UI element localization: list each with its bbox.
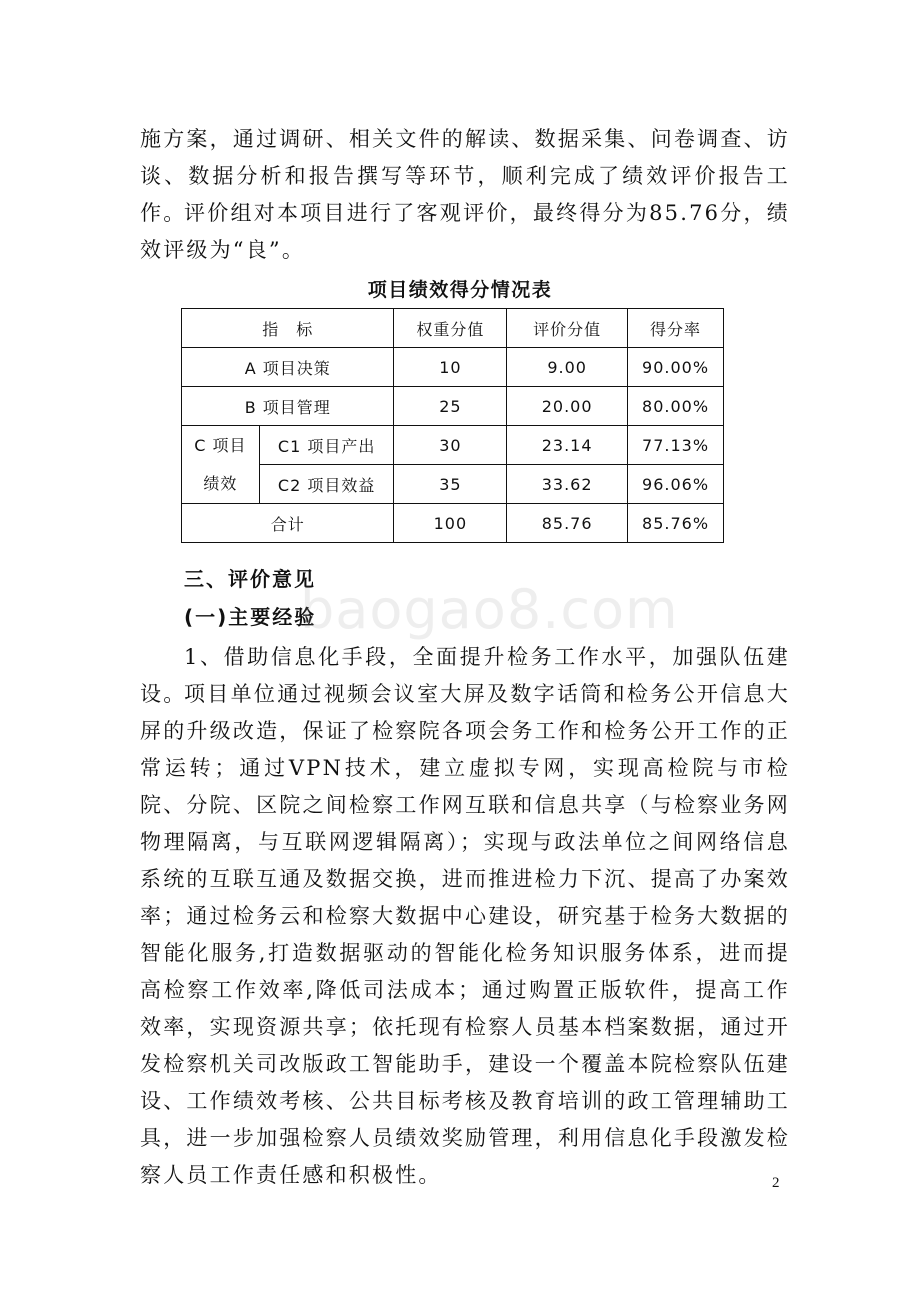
group-label-line: 绩效 xyxy=(203,473,238,493)
table-cell-rate: 85.76% xyxy=(628,504,724,543)
table-header-cell: 评价分值 xyxy=(507,309,628,348)
table-row xyxy=(182,465,724,504)
table-cell-label: A 项目决策 xyxy=(182,348,394,387)
group-label-line: C 项目 xyxy=(194,435,247,455)
table-cell-score: 9.00 xyxy=(507,348,628,387)
table-header-cell: 指 标 xyxy=(182,309,394,348)
section-heading: 三、评价意见 xyxy=(184,567,316,591)
table-cell-label: B 项目管理 xyxy=(182,387,394,426)
page-number: 2 xyxy=(772,1175,780,1191)
paragraph-text: 评价组对本项目进行了客观评价，最终得分为85.76分，绩效评级为“良”。 xyxy=(140,201,790,262)
table-cell-weight: 35 xyxy=(394,465,507,504)
paragraph-text: 施方案，通过调研、相关文件的解读、数据采集、问卷调查、访谈、数据分析和报告撰写等环节，顺利完成了绩效评价报告工作。 xyxy=(140,127,790,225)
table-cell-label: C2 项目效益 xyxy=(259,465,394,504)
table-cell-rate: 96.06% xyxy=(628,465,724,504)
subsection-heading: (一)主要经验 xyxy=(184,605,317,629)
watermark: baogao8.com xyxy=(300,578,679,641)
list-item-text: 1、借助信息化手段，全面提升检务工作水平，加强队伍建设。 xyxy=(140,645,790,706)
table-cell-score: 23.14 xyxy=(507,426,628,465)
table-cell-score: 33.62 xyxy=(507,465,628,504)
table-cell-weight: 100 xyxy=(394,504,507,543)
table-header-cell: 得分率 xyxy=(628,309,724,348)
table-cell-label: C1 项目产出 xyxy=(259,426,394,465)
table-title: 项目绩效得分情况表 xyxy=(367,279,553,301)
table-cell-weight: 25 xyxy=(394,387,507,426)
table-total-row xyxy=(182,504,724,543)
table-cell-rate: 90.00% xyxy=(628,348,724,387)
paragraph-score-summary xyxy=(140,195,790,269)
score-table xyxy=(181,308,724,543)
table-row xyxy=(182,387,724,426)
table-header-cell: 权重分值 xyxy=(394,309,507,348)
table-cell-label: 合计 xyxy=(182,504,394,543)
table-cell-score: 85.76 xyxy=(507,504,628,543)
table-cell-group-label xyxy=(182,426,260,504)
table-cell-weight: 30 xyxy=(394,426,507,465)
table-row xyxy=(182,348,724,387)
paragraph-experience xyxy=(140,676,790,1194)
table-cell-rate: 77.13% xyxy=(628,426,724,465)
table-row xyxy=(182,426,724,465)
table-cell-rate: 80.00% xyxy=(628,387,724,426)
table-cell-score: 20.00 xyxy=(507,387,628,426)
paragraph-text: 项目单位通过视频会议室大屏及数字话筒和检务公开信息大屏的升级改造，保证了检察院各项会务工作和检务公开工作的正常运转；通过VPN技术，建立虚拟专网，实现高检院与市检院、分院、区院之间检察工作网互联和信息共享（与检察业务网物理隔离，与互联网逻辑隔离）；实现与政法单位之间网络信息系统的互联互通及数据交换，进而推进检力下沉、提高了办案效率；通过检务云和检察大数据中心建设，研究基于检务大数据的智能化服务,打造数据驱动的智能化检务知识服务体系，进而提高检察工作效率,降低司法成本；通过购置正版软件，提高工作效率，实现资源共享；依托现有检察人员基本档案数据，通过开发检察机关司改版政工智能助手，建设一个覆盖本院检察队伍建设、工作绩效考核、公共目标考核及教育培训的政工管理辅助工具，进一步加强检察人员绩效奖励管理，利用信息化手段激发检察人员工作责任感和积极性。 xyxy=(140,682,790,1187)
table-header-row xyxy=(182,309,724,348)
table-cell-weight: 10 xyxy=(394,348,507,387)
